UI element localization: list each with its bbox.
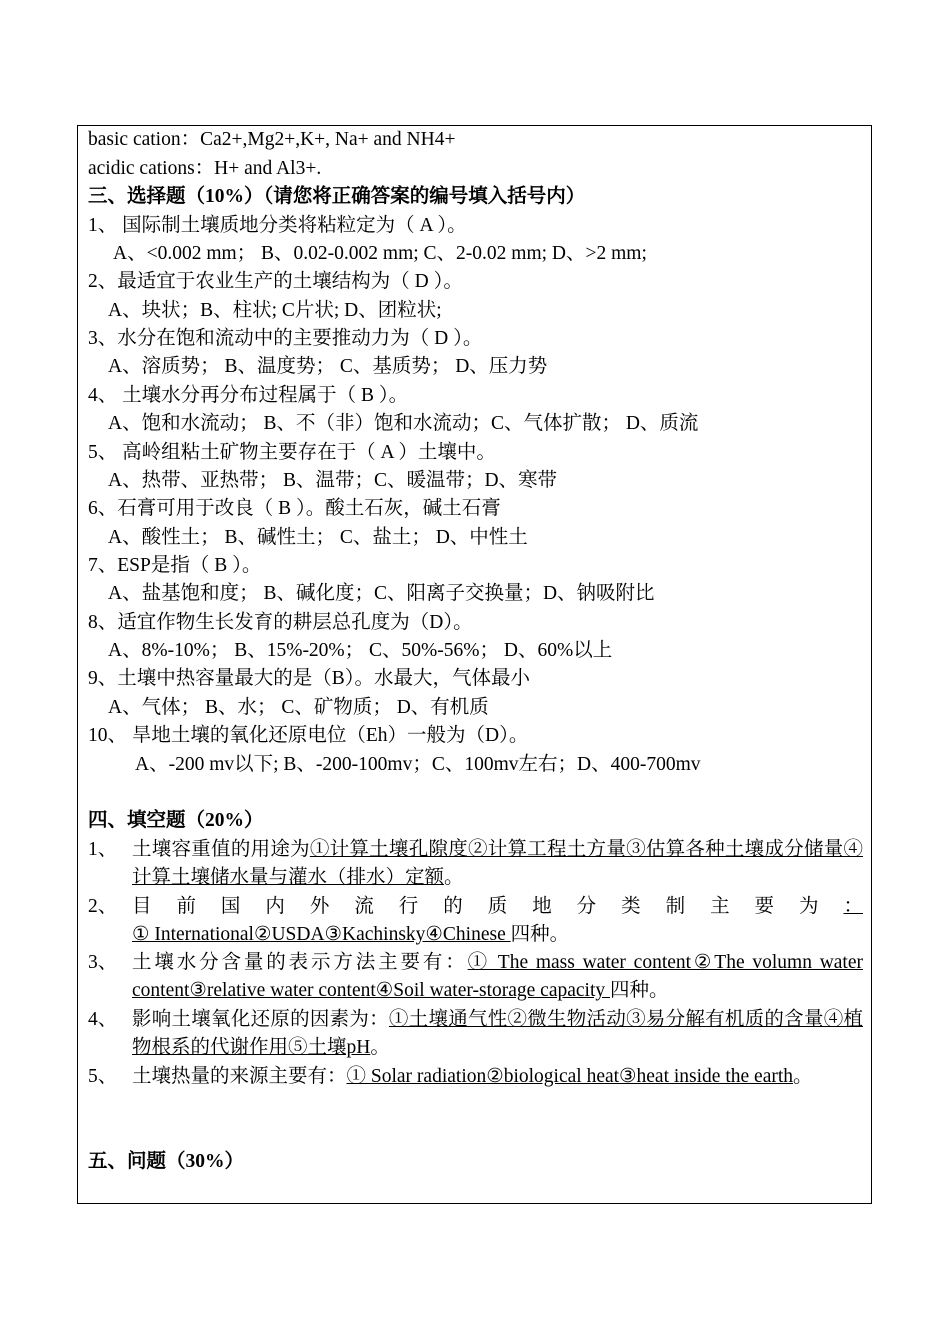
fill-3-number: 3、 (88, 952, 118, 973)
fill-2-prompt-line (132, 893, 863, 921)
question-1-options: A、<0.002 mm； B、0.02-0.002 mm; C、2-0.02 mm; D、>2 mm; (113, 243, 647, 264)
question-7-options: A、盐基饱和度； B、碱化度；C、阳离子交换量；D、钠吸附比 (108, 583, 655, 604)
question-9-options: A、气体； B、水； C、矿物质； D、有机质 (108, 697, 489, 718)
question-8-options: A、8%-10%； B、15%-20%； C、50%-56%； D、60%以上 (108, 640, 613, 661)
fill-2-number: 2、 (88, 896, 118, 917)
fill-1-prompt: 土壤容重值的用途为 (132, 839, 310, 860)
question-7: 7、ESP是指（ B ）。 (88, 555, 262, 576)
question-9: 9、土壤中热容量最大的是（B）。水最大，气体最小 (88, 668, 531, 689)
question-6-options: A、酸性土； B、碱性土； C、盐土； D、中性土 (108, 527, 528, 548)
question-5-options: A、热带、亚热带； B、温带；C、暖温带；D、寒带 (108, 470, 558, 491)
fill-3-text (132, 949, 863, 1005)
question-2: 2、最适宜于农业生产的土壤结构为（ D ）。 (88, 271, 463, 292)
section-4-heading: 四、填空题（20%） (88, 810, 264, 831)
fill-4-prompt: 影响土壤氧化还原的因素为： (132, 1009, 389, 1030)
fill-1-answer: ①计算土壤孔隙度②计算工程土方量③估算各种土壤成分储量④计算土壤储水量与灌水（排水）定额 (132, 839, 863, 888)
fill-2-tail: 四种。 (510, 924, 570, 945)
question-3-options: A、溶质势； B、温度势； C、基质势； D、压力势 (108, 356, 548, 377)
question-10: 10、 旱地土壤的氧化还原电位（Eh）一般为（D）。 (88, 725, 529, 746)
question-3: 3、水分在饱和流动中的主要推动力为（ D ）。 (88, 328, 483, 349)
section-3-heading: 三、选择题（10%）（请您将正确答案的编号填入括号内） (88, 186, 586, 207)
fill-2-prompt: 目前国内外流行的质地分类制主要为 (132, 896, 844, 917)
fill-5-text (132, 1063, 863, 1091)
fill-2-answer-line (132, 921, 863, 949)
fill-2-colon: ： (843, 896, 863, 917)
question-10-options: A、-200 mv以下; B、-200-100mv；C、100mv左右；D、400-700mv (135, 754, 701, 775)
fill-5-number: 5、 (88, 1066, 118, 1087)
fill-1-text (132, 836, 863, 892)
fill-4-text (132, 1006, 863, 1062)
fill-1-tail: 。 (444, 867, 464, 888)
acidic-cation-line: acidic cations：H+ and Al3+. (88, 158, 322, 179)
fill-4-answer: ①土壤通气性②微生物活动③易分解有机质的含量④植物根系的代谢作用⑤土壤pH (132, 1009, 863, 1058)
question-8: 8、适宜作物生长发育的耕层总孔度为（D）。 (88, 612, 473, 633)
fill-5-answer: ① Solar radiation②biological heat③heat inside the earth (346, 1066, 794, 1087)
question-6: 6、石膏可用于改良（ B ）。酸土石灰，碱土石膏 (88, 498, 501, 519)
fill-5-prompt: 土壤热量的来源主要有： (132, 1066, 347, 1087)
question-2-options: A、块状；B、柱状; C片状; D、团粒状; (108, 300, 442, 321)
section-5-heading: 五、问题（30%） (88, 1151, 245, 1172)
fill-3-answer: ① The mass water content②The volumn water content③relative water content④Soil water-storage capacity (132, 952, 863, 1001)
fill-4-tail: 。 (370, 1037, 390, 1058)
fill-3-tail: 四种。 (610, 980, 669, 1001)
question-4: 4、 土壤水分再分布过程属于（ B ）。 (88, 385, 409, 406)
question-5: 5、 高岭组粘土矿物主要存在于（ A ）土壤中。 (88, 442, 496, 463)
fill-2-answer: ① International②USDA③Kachinsky④Chinese (132, 924, 511, 945)
fill-1-number: 1、 (88, 839, 118, 860)
fill-3-prompt: 土壤水分含量的表示方法主要有： (132, 952, 468, 973)
basic-cation-line: basic cation：Ca2+,Mg2+,K+, Na+ and NH4+ (88, 129, 456, 150)
fill-4-number: 4、 (88, 1009, 118, 1030)
question-1: 1、 国际制土壤质地分类将粘粒定为（ A ）。 (88, 215, 467, 236)
fill-5-tail: 。 (793, 1066, 813, 1087)
question-4-options: A、饱和水流动； B、不（非）饱和水流动；C、气体扩散； D、质流 (108, 413, 699, 434)
